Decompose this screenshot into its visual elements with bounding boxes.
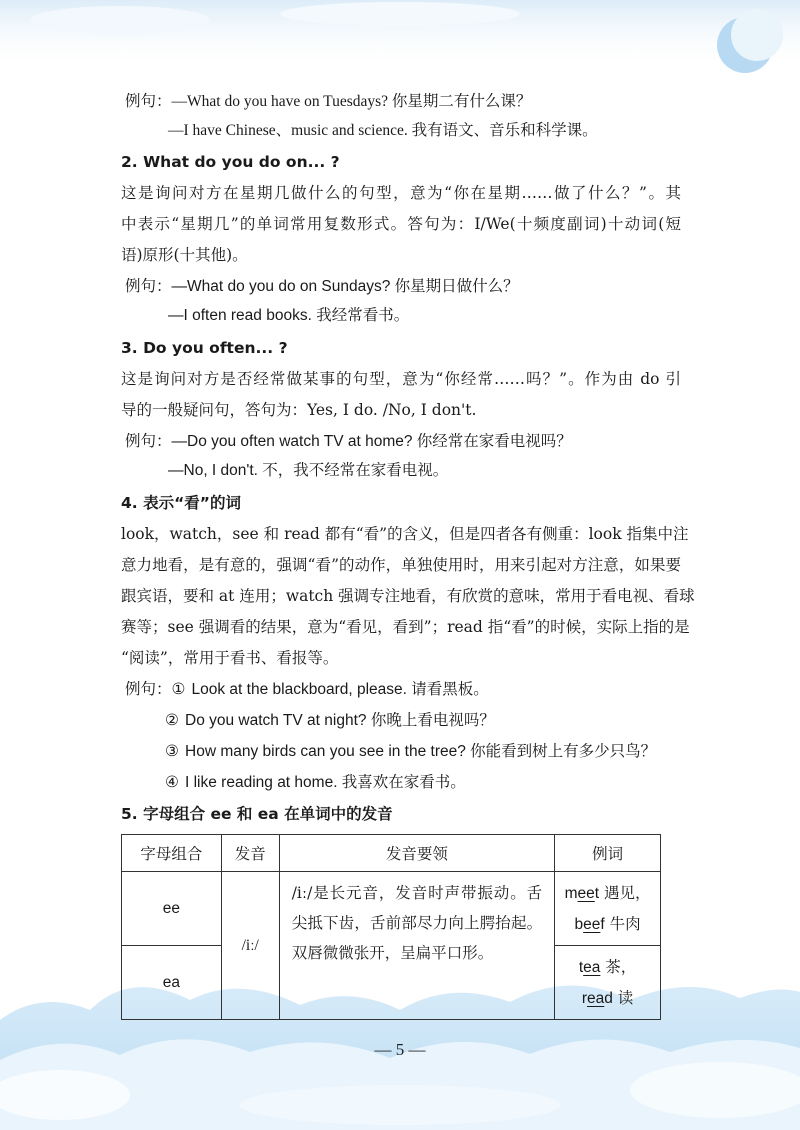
table-row: [122, 872, 661, 946]
example-block-1: [125, 91, 531, 112]
section-3-title: 3. Do you often... ?: [121, 339, 288, 357]
example-word: meet 遇见，: [564, 883, 651, 902]
pronunciation-tips-cell: /iː/是长元音，发音时声带振动。舌尖抵下齿，舌前部尽力向上腭抬起。双唇微微张开，呈扁平口形。: [279, 872, 554, 1020]
example-label: 例句：: [125, 92, 172, 110]
sound-cell: /iː/: [221, 872, 279, 1020]
example-sentence: Do you watch TV at night? 你晚上看电视吗？: [185, 712, 495, 729]
example-number: ④: [165, 773, 179, 791]
example-block-2: [125, 276, 519, 297]
example-sentence: Look at the blackboard, please. 请看黑板。: [191, 681, 489, 698]
example-sentence: How many birds can you see in the tree? 你能看到树上有多少只鸟？: [185, 743, 657, 760]
header-cell: 字母组合: [122, 835, 222, 872]
section-4-text-2: 意力地看，是有意的，强调“看”的动作，单独使用时，用来引起对方注意，如果要: [121, 556, 681, 574]
page-number: — 5 —: [374, 1040, 426, 1059]
section-4-text-4: 赛等；see 强调看的结果，意为“看见，看到”；read 指“看”的时候，实际上指的是: [121, 618, 690, 636]
example-label: 例句：: [125, 432, 172, 450]
example-words-cell: [555, 946, 661, 1020]
section-2-text-3: 语)原形(十其他)。: [121, 246, 248, 264]
example-answer: —No, I don't. 不，我不经常在家看电视。: [168, 462, 449, 479]
example-question: —What do you do on Sundays? 你星期日做什么？: [171, 278, 519, 295]
example-label: 例句：: [125, 680, 172, 698]
section-4-text-1: look，watch，see 和 read 都有“看”的含义，但是四者各有侧重：look 指集中注: [121, 525, 689, 543]
example-label: 例句：: [125, 277, 172, 295]
section-4-text-3: 跟宾语，要和 at 连用；watch 强调专注地看，有欣赏的意味，常用于看电视、看球: [121, 587, 695, 605]
example-block-4-1: [125, 679, 489, 700]
table-header-row: [122, 835, 661, 872]
section-4-title: 4. 表示“看”的词: [121, 494, 241, 512]
example-question: —What do you have on Tuesdays? 你星期二有什么课？: [171, 93, 532, 110]
example-number: ②: [165, 711, 179, 729]
example-word: read 读: [581, 988, 634, 1007]
header-cell: 例词: [555, 835, 661, 872]
example-word: beef 牛肉: [574, 914, 641, 933]
example-word: tea 茶，: [578, 957, 637, 976]
section-2-text-2: 中表示“星期几”的单词常用复数形式。答句为：I/We(十频度副词)十动词(短: [121, 215, 681, 233]
example-block-4-4: [165, 772, 466, 793]
example-number: ③: [165, 742, 179, 760]
example-answer: —I have Chinese、music and science. 我有语文、音乐和科学课。: [168, 122, 598, 139]
example-words-cell: [555, 872, 661, 946]
pronunciation-table: [121, 834, 661, 1020]
section-2-title: 2. What do you do on... ?: [121, 153, 340, 171]
section-2-text-1: 这是询问对方在星期几做什么的句型，意为“你在星期……做了什么？”。其: [121, 184, 681, 202]
example-answer: —I often read books. 我经常看书。: [168, 307, 410, 324]
header-cell: 发音要领: [279, 835, 554, 872]
header-cell: 发音: [221, 835, 279, 872]
letter-combo-cell: ea: [122, 946, 222, 1020]
section-5-title: 5. 字母组合 ee 和 ea 在单词中的发音: [121, 805, 393, 823]
letter-combo-cell: ee: [122, 872, 222, 946]
section-4-text-5: “阅读”，常用于看书、看报等。: [121, 649, 339, 667]
example-block-4-2: [165, 710, 495, 731]
section-3-text-2: 导的一般疑问句，答句为：Yes, I do. /No, I don't.: [121, 401, 477, 419]
example-block-3: [125, 431, 572, 452]
example-block-4-3: [165, 741, 656, 762]
section-3-text-1: 这是询问对方是否经常做某事的句型，意为“你经常……吗？”。作为由 do 引: [121, 370, 681, 388]
example-number: ①: [171, 680, 186, 698]
example-sentence: I like reading at home. 我喜欢在家看书。: [185, 774, 466, 791]
example-question: —Do you often watch TV at home? 你经常在家看电视吗？: [171, 433, 572, 450]
